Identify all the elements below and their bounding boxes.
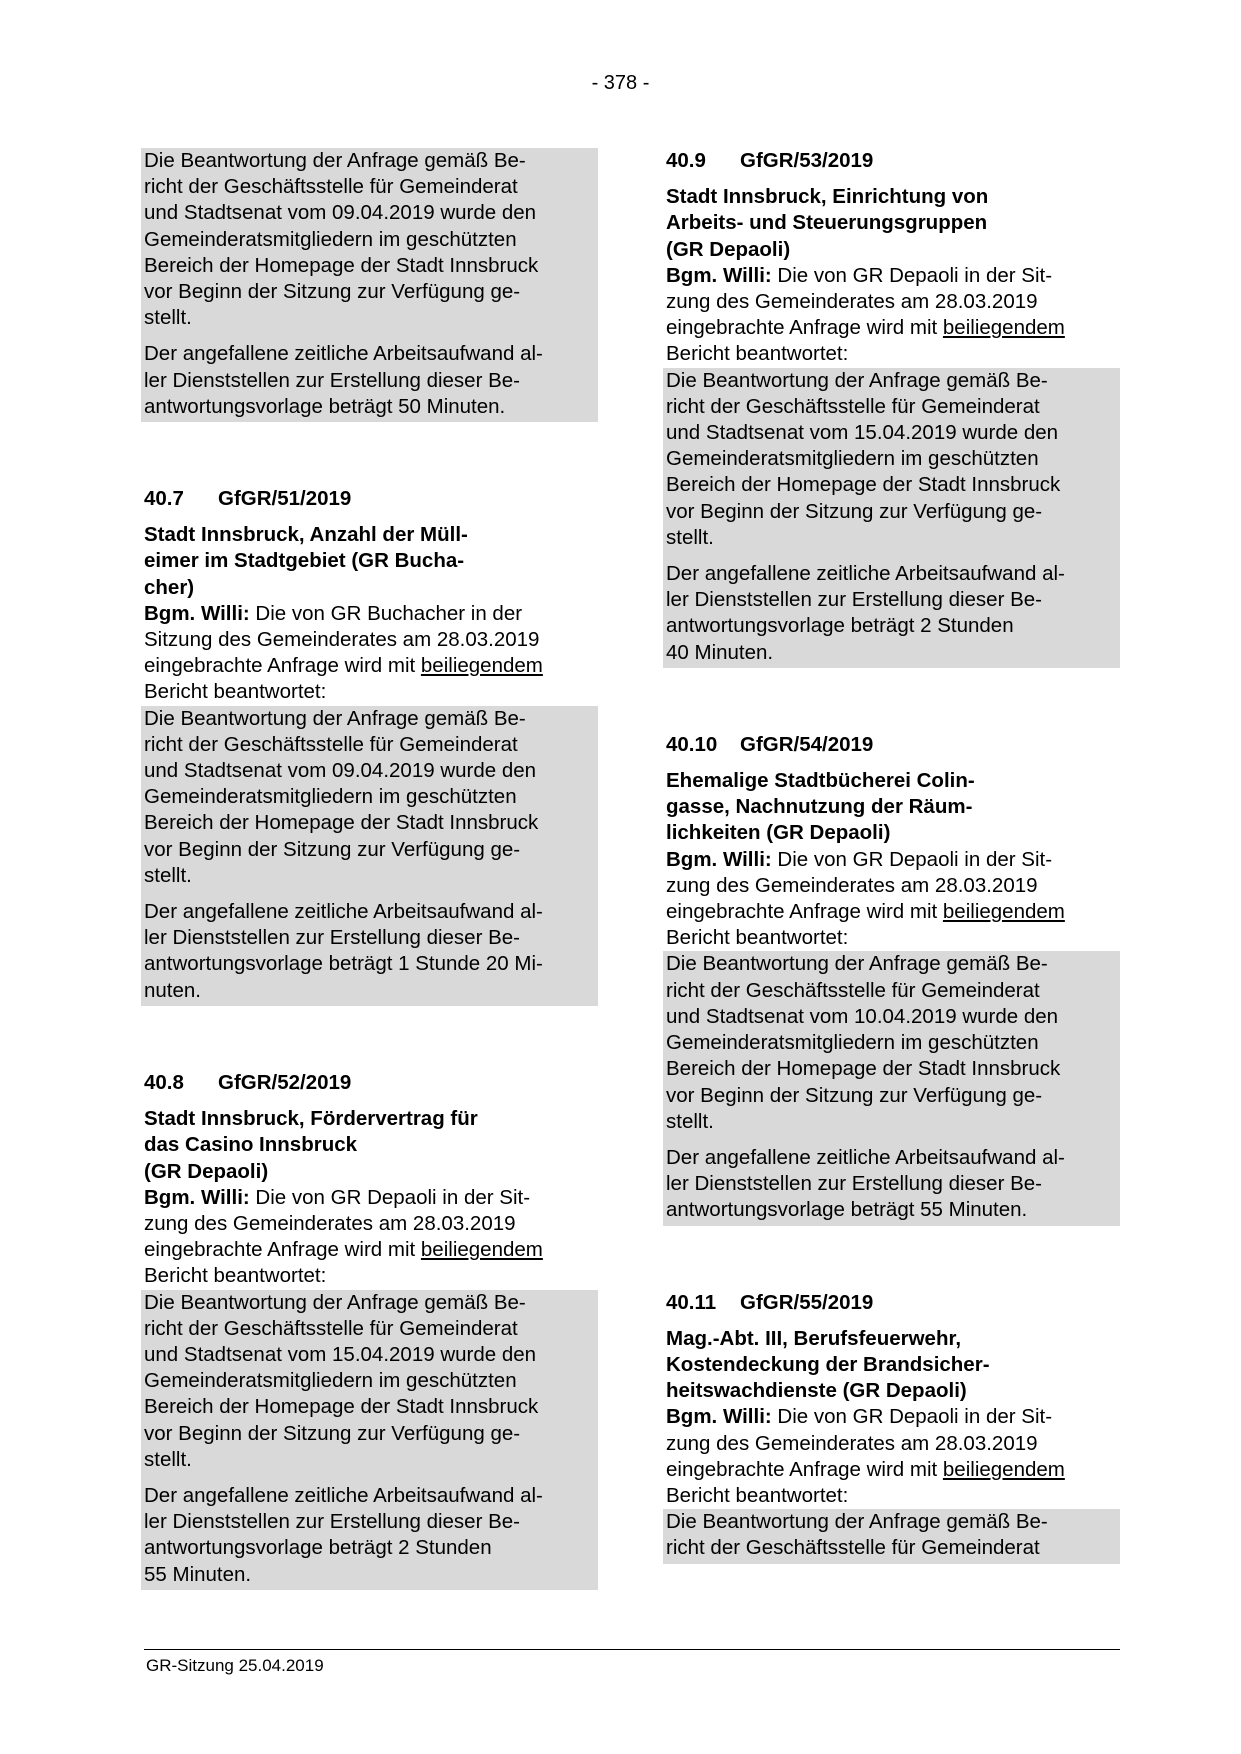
section-number: 40.10: [666, 732, 718, 756]
section-heading-40-7: [144, 486, 598, 512]
section-title: Stadt Innsbruck, Anzahl der Müll- eimer im Stadtgebiet (GR Bucha- cher): [144, 523, 468, 599]
footer-divider: [144, 1649, 1120, 1650]
mayor-statement: Bgm. Willi: Die von GR Depaoli in der Sit- zung des Gemeinderates am 28.03.2019 eingebrachte Anfrage wird mit beiliegendem Bericht beantwortet:: [144, 1185, 543, 1288]
attachment-link[interactable]: beiliegendem: [942, 316, 1065, 340]
section-number: 40.8: [144, 1070, 184, 1094]
mayor-statement: Bgm. Willi: Die von GR Buchacher in der Sitzung des Gemeinderates am 28.03.2019 eingebrachte Anfrage wird mit beiliegendem Bericht beantwortet:: [144, 601, 543, 704]
mayor-statement: Bgm. Willi: Die von GR Depaoli in der Sit- zung des Gemeinderates am 28.03.2019 eingebrachte Anfrage wird mit beiliegendem Bericht beantwortet:: [666, 847, 1065, 950]
answer-box-previous: [141, 148, 598, 422]
effort-paragraph: Der angefallene zeitliche Arbeitsaufwand al- ler Dienststellen zur Erstellung dieser Be- antwortungsvorlage beträgt 2 Stunden 55 Minuten.: [144, 1483, 543, 1586]
section-code: GfGR/52/2019: [218, 1070, 352, 1094]
attachment-link[interactable]: beiliegendem: [942, 900, 1065, 924]
effort-paragraph: Der angefallene zeitliche Arbeitsaufwand al- ler Dienststellen zur Erstellung dieser Be- antwortungsvorlage beträgt 55 Minuten.: [666, 1145, 1065, 1222]
section-number: 40.9: [666, 149, 706, 172]
section-title: Stadt Innsbruck, Fördervertrag für das Casino Innsbruck (GR Depaoli): [144, 1107, 478, 1183]
section-code: GfGR/51/2019: [218, 487, 352, 511]
mayor-statement: Bgm. Willi: Die von GR Depaoli in der Sit- zung des Gemeinderates am 28.03.2019 eingebrachte Anfrage wird mit beiliegendem Bericht beantwortet:: [666, 1405, 1065, 1507]
section-heading-40-9: [666, 148, 1120, 174]
speaker: Bgm. Willi:: [666, 1405, 772, 1429]
effort-paragraph: Der angefallene zeitliche Arbeitsaufwand al- ler Dienststellen zur Erstellung dieser Be- antwortungsvorlage beträgt 2 Stunden 40 Minuten.: [666, 562, 1065, 664]
answer-paragraph: Die Beantwortung der Anfrage gemäß Be- richt der Geschäftsstelle für Gemeinderat und Stadtsenat vom 09.04.2019 wurde den Gemeinderatsmitgliedern im geschützten Bereich der Homepage der Stadt Innsbruck vor Beginn der Sitzung zur Verfügung ge- stellt.: [144, 706, 539, 887]
answer-paragraph: Die Beantwortung der Anfrage gemäß Be- richt der Geschäftsstelle für Gemeinderat: [666, 1510, 1048, 1560]
speaker: Bgm. Willi:: [666, 263, 772, 287]
page-number: - 378 -: [591, 72, 650, 94]
answer-paragraph: Die Beantwortung der Anfrage gemäß Be- richt der Geschäftsstelle für Gemeinderat und Stadtsenat vom 10.04.2019 wurde den Gemeinderatsmitgliedern im geschützten Bereich der Homepage der Stadt Innsbruck vor Beginn der Sitzung zur Verfügung ge- stellt.: [666, 952, 1061, 1133]
answer-box: [141, 706, 598, 1006]
attachment-link[interactable]: beiliegendem: [420, 654, 543, 678]
answer-box: [663, 951, 1120, 1225]
answer-box: [663, 1509, 1120, 1563]
section-number: 40.11: [666, 1290, 717, 1314]
speaker: Bgm. Willi:: [144, 1185, 250, 1209]
right-column: [666, 148, 1120, 1564]
effort-paragraph: Der angefallene zeitliche Arbeitsaufwand al- ler Dienststellen zur Erstellung dieser Be- antwortungsvorlage beträgt 50 Minuten.: [144, 342, 543, 418]
section-heading-40-11: [666, 1290, 1120, 1316]
section-title: Ehemalige Stadtbücherei Colin- gasse, Nachnutzung der Räum- lichkeiten (GR Depaoli): [666, 769, 975, 845]
answer-paragraph: Die Beantwortung der Anfrage gemäß Be- richt der Geschäftsstelle für Gemeinderat und Stadtsenat vom 09.04.2019 wurde den Gemeinderatsmitgliedern im geschützten Bereich der Homepage der Stadt Innsbruck vor Beginn der Sitzung zur Verfügung ge- stellt.: [144, 149, 539, 330]
effort-paragraph: Der angefallene zeitliche Arbeitsaufwand al- ler Dienststellen zur Erstellung dieser Be- antwortungsvorlage beträgt 1 Stunde 20 Mi- nuten.: [144, 900, 543, 1002]
section-title: Mag.-Abt. III, Berufsfeuerwehr, Kostendeckung der Brandsicher- heitswachdienste (GR Depaoli): [666, 1326, 990, 1403]
answer-paragraph: Die Beantwortung der Anfrage gemäß Be- richt der Geschäftsstelle für Gemeinderat und Stadtsenat vom 15.04.2019 wurde den Gemeinderatsmitgliedern im geschützten Bereich der Homepage der Stadt Innsbruck vor Beginn der Sitzung zur Verfügung ge- stellt.: [144, 1290, 539, 1471]
speaker: Bgm. Willi:: [666, 847, 772, 871]
attachment-link[interactable]: beiliegendem: [942, 1457, 1065, 1481]
left-column: [144, 148, 598, 1590]
mayor-statement: Bgm. Willi: Die von GR Depaoli in der Sit- zung des Gemeinderates am 28.03.2019 eingebrachte Anfrage wird mit beiliegendem Bericht beantwortet:: [666, 263, 1065, 366]
section-title: Stadt Innsbruck, Einrichtung von Arbeits- und Steuerungsgruppen (GR Depaoli): [666, 185, 989, 261]
section-code: GfGR/55/2019: [740, 1290, 874, 1314]
section-heading-40-10: [666, 732, 1120, 758]
section-heading-40-8: [144, 1070, 598, 1096]
answer-box: [663, 368, 1120, 668]
footer-text: GR-Sitzung 25.04.2019: [146, 1656, 324, 1675]
answer-box: [141, 1290, 598, 1590]
section-number: 40.7: [144, 487, 184, 511]
section-code: GfGR/54/2019: [740, 732, 874, 756]
speaker: Bgm. Willi:: [144, 601, 250, 625]
answer-paragraph: Die Beantwortung der Anfrage gemäß Be- richt der Geschäftsstelle für Gemeinderat und Stadtsenat vom 15.04.2019 wurde den Gemeinderatsmitgliedern im geschützten Bereich der Homepage der Stadt Innsbruck vor Beginn der Sitzung zur Verfügung ge- stellt.: [666, 368, 1061, 549]
attachment-link[interactable]: beiliegendem: [420, 1238, 543, 1262]
section-code: GfGR/53/2019: [740, 149, 874, 172]
